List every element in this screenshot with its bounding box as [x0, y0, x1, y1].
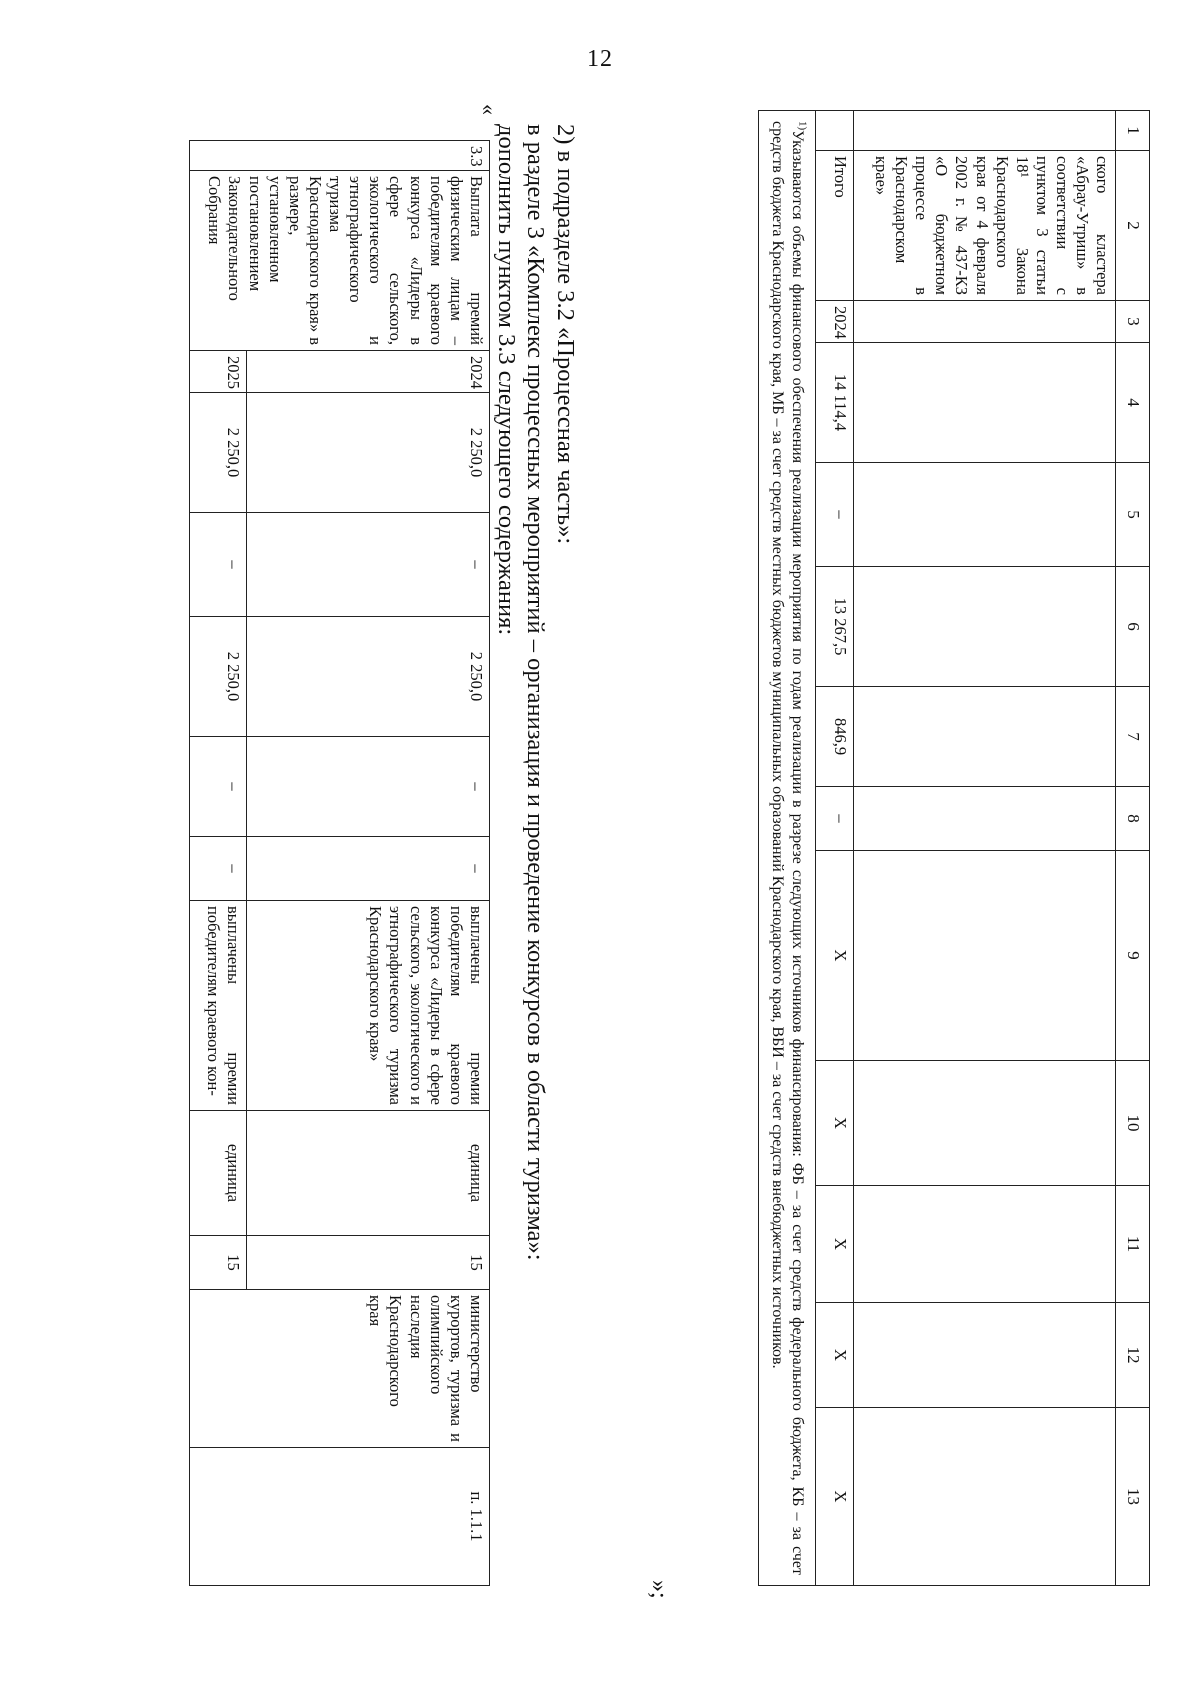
table-cell: Х — [816, 1061, 854, 1186]
value-cell: 15 — [247, 1236, 490, 1290]
table-cell — [854, 343, 1116, 463]
result-cell: выплачены премии победителям краевого конкурса «Лидеры в сфере сельского, экологического и этнографического туризма Краснодарского края» — [247, 901, 490, 1111]
table-cell: 2 250,0 — [247, 393, 490, 513]
table-cell: 846,9 — [816, 687, 854, 787]
table-cell: – — [190, 737, 247, 837]
table-cell: Х — [816, 851, 854, 1061]
table-cell — [854, 567, 1116, 687]
col-header: 4 — [1116, 343, 1150, 463]
table-cell: Х — [816, 1303, 854, 1408]
table-cell — [854, 301, 1116, 343]
table-cell: 13 267,5 — [816, 567, 854, 687]
table-cell: – — [247, 837, 490, 901]
reference-cell: п. 1.1.1 — [190, 1448, 490, 1586]
paragraph-subsection: 2) в подразделе 3.2 «Процессная часть»: — [552, 124, 579, 545]
executor-cell: министерство курортов, туризма и олимпийского наследия Краснодарского края — [190, 1290, 490, 1448]
table-cell — [854, 111, 1116, 151]
col-header: 7 — [1116, 687, 1150, 787]
table-cell: 2 250,0 — [190, 617, 247, 737]
table-cell — [854, 687, 1116, 787]
year-cell: 2024 — [247, 351, 490, 393]
new-item-table — [189, 140, 490, 1586]
table-cell — [854, 1303, 1116, 1408]
table-cell: Х — [816, 1408, 854, 1586]
col-header: 3 — [1116, 301, 1150, 343]
total-row — [816, 111, 854, 1586]
footnote-text: Указываются объемы финансового обеспечения реализации мероприятия по годам реализации в разрезе следующих источников финансирования: ФБ – за счет средств федерального бюджета, КБ – за счет средств бюджета Краснодарского края, МБ – за счет средств местных бюджетов муниципальных образований Краснодарского края, ВБИ – за счет средств внебюджетных источников. — [769, 121, 807, 1575]
funding-table — [758, 110, 1150, 1586]
header-row — [1116, 111, 1150, 1586]
col-header: 1 — [1116, 111, 1150, 151]
item-number: 3.3 — [190, 141, 490, 171]
col-header: 10 — [1116, 1061, 1150, 1186]
unit-cell: единица — [247, 1111, 490, 1236]
value-cell: 15 — [190, 1236, 247, 1290]
col-header: 8 — [1116, 787, 1150, 851]
footnote — [759, 111, 816, 1586]
col-header: 11 — [1116, 1186, 1150, 1303]
table-cell: 2 250,0 — [190, 393, 247, 513]
table-cell — [816, 111, 854, 151]
table-cell — [854, 1186, 1116, 1303]
page-number: 12 — [587, 46, 613, 72]
footnote-row — [759, 111, 816, 1586]
table-cell — [854, 787, 1116, 851]
table-cell — [854, 463, 1116, 567]
footnote-marker: 1) — [796, 121, 809, 131]
table-cell: 2 250,0 — [247, 617, 490, 737]
total-label: Итого — [816, 151, 854, 301]
col-header: 2 — [1116, 151, 1150, 301]
col-header: 9 — [1116, 851, 1150, 1061]
table-row — [247, 141, 490, 1586]
table-row — [854, 111, 1116, 1586]
opening-quote: « — [477, 104, 502, 115]
item-description: Выплата премий физическим лицам – победителям краевого конкурса «Лидеры в сфере сельского, экологического и этнографического туризма Краснодарского края» в размере, установленном постановлением Законодательного Собрания — [190, 171, 490, 351]
table-cell — [854, 1408, 1116, 1586]
table-cell: 14 114,4 — [816, 343, 854, 463]
col-header: 5 — [1116, 463, 1150, 567]
table-cell: Х — [816, 1186, 854, 1303]
rotated-landscape-content — [120, 104, 1150, 1599]
table-cell: – — [190, 837, 247, 901]
table-cell: – — [247, 737, 490, 837]
year-cell: 2025 — [190, 351, 247, 393]
result-cell: выплачены премии победителям краевого кон- — [190, 901, 247, 1111]
paragraph-addition: дополнить пунктом 3.3 следующего содержания: — [493, 124, 520, 636]
col-header: 6 — [1116, 567, 1150, 687]
table-cell — [854, 1061, 1116, 1186]
table-cell: – — [247, 513, 490, 617]
col-header: 12 — [1116, 1303, 1150, 1408]
year-cell: 2024 — [816, 301, 854, 343]
col-header: 13 — [1116, 1408, 1150, 1586]
event-description-cell: ского кластера «Абрау-Утриш» в соответствии с пунктом 3 статьи 18¹ Закона Краснодарского края от 4 февраля 2002 г. № 437-КЗ «О бюджетном процессе в Краснодарском крае» — [854, 151, 1116, 301]
paragraph-section: в разделе 3 «Комплекс процессных мероприятий – организация и проведение конкурсов в области туризма»: — [522, 124, 549, 1261]
table-cell: – — [816, 787, 854, 851]
closing-quote: »; — [646, 1580, 672, 1599]
table-cell — [854, 851, 1116, 1061]
table-cell: – — [816, 463, 854, 567]
table-cell: – — [190, 513, 247, 617]
unit-cell: единица — [190, 1111, 247, 1236]
